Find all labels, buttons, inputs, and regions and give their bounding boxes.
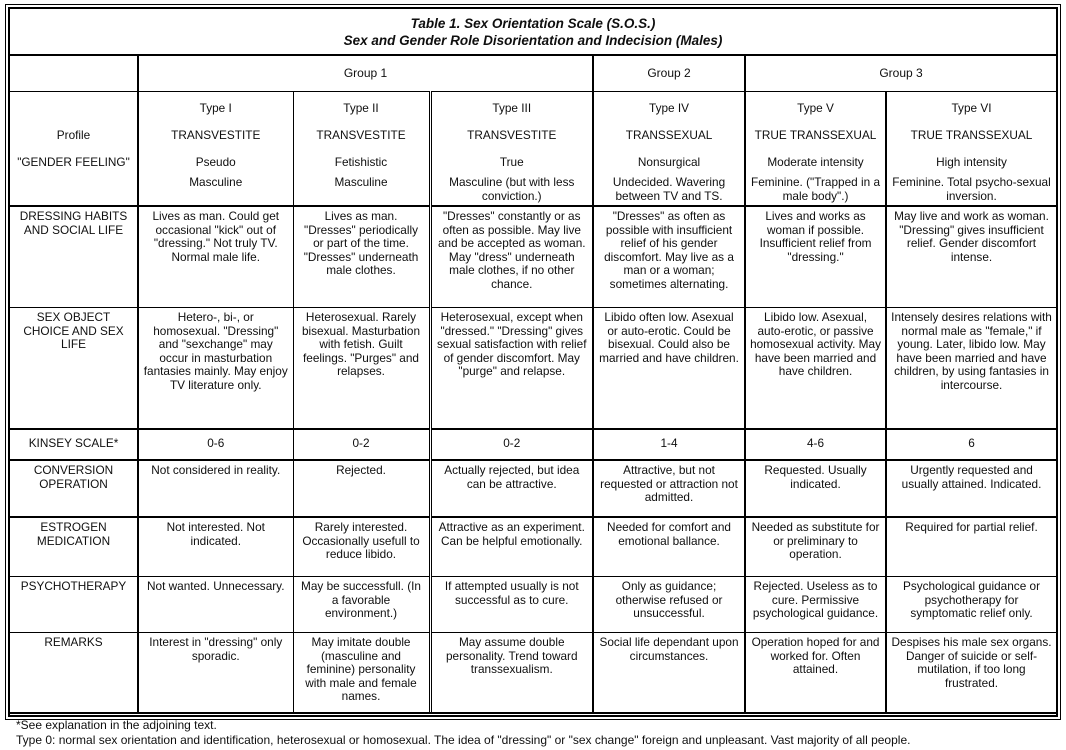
- type-header-5: [745, 92, 886, 207]
- type1-feeling: Masculine: [189, 175, 243, 189]
- type3-category: TRANSVESTITE: [467, 127, 557, 142]
- row-kinsey-scale: [10, 429, 1056, 460]
- cell-sexobject-type5: Libido low. Asexual, auto-erotic, or passive homosexual activity. May have been married and have children.: [745, 308, 886, 430]
- type-header-4: [593, 92, 745, 207]
- cell-dressing-type6: May live and work as woman. "Dressing" gives insufficient relief. Gender discomfort intense.: [886, 206, 1056, 308]
- cell-estrogen-type6: Required for partial relief.: [886, 517, 1056, 577]
- cell-conversion-type4: Attractive, but not requested or attraction not admitted.: [593, 460, 745, 517]
- cell-remarks-type1: Interest in "dressing" only sporadic.: [138, 633, 293, 713]
- cell-psych-type1: Not wanted. Unnecessary.: [138, 577, 293, 633]
- row-label-dressing: DRESSING HABITS AND SOCIAL LIFE: [10, 206, 138, 308]
- cell-conversion-type1: Not considered in reality.: [138, 460, 293, 517]
- type-header-2: [293, 92, 430, 207]
- cell-conversion-type6: Urgently requested and usually attained. Indicated.: [886, 460, 1056, 517]
- type4-category: TRANSSEXUAL: [625, 127, 713, 142]
- cell-estrogen-type4: Needed for comfort and emotional ballance.: [593, 517, 745, 577]
- table-title-line1: Table 1. Sex Orientation Scale (S.O.S.): [410, 16, 656, 31]
- row-dressing-habits: [10, 206, 1056, 308]
- type-header-1: [138, 92, 293, 207]
- outer-frame: [5, 4, 1061, 747]
- cell-dressing-type2: Lives as man. "Dresses" periodically or part of the time. "Dresses" underneath male clothes.: [293, 206, 430, 308]
- type2-feeling: Masculine: [334, 175, 388, 189]
- type3-subtype: True: [499, 154, 524, 169]
- cell-kinsey-type1: 0-6: [138, 429, 293, 460]
- type5-subtype: Moderate intensity: [767, 154, 864, 169]
- table-title-line2: Sex and Gender Role Disorientation and Indecision (Males): [343, 33, 723, 48]
- cell-sexobject-type2: Heterosexual. Rarely bisexual. Masturbation with fetish. Guilt feelings. "Purges" and relapses.: [293, 308, 430, 430]
- row-label-sex-object: SEX OBJECT CHOICE AND SEX LIFE: [10, 308, 138, 430]
- cell-psych-type5: Rejected. Useless as to cure. Permissive psychological guidance.: [745, 577, 886, 633]
- row-estrogen-medication: [10, 517, 1056, 577]
- type5-category: TRUE TRANSSEXUAL: [754, 127, 877, 142]
- cell-psych-type4: Only as guidance; otherwise refused or unsuccessful.: [593, 577, 745, 633]
- sos-table: [10, 56, 1056, 712]
- type1-category: TRANSVESTITE: [171, 127, 261, 142]
- cell-remarks-type5: Operation hoped for and worked for. Often attained.: [745, 633, 886, 713]
- row-psychotherapy: [10, 577, 1056, 633]
- cell-conversion-type5: Requested. Usually indicated.: [745, 460, 886, 517]
- type3-name: Type III: [492, 100, 532, 115]
- type6-subtype: High intensity: [936, 154, 1007, 169]
- group-header-2: Group 2: [593, 56, 745, 92]
- cell-dressing-type1: Lives as man. Could get occasional "kick" out of "dressing." Not truly TV. Normal male life.: [138, 206, 293, 308]
- row-label-remarks: REMARKS: [10, 633, 138, 713]
- cell-remarks-type2: May imitate double (masculine and feminine) personality with male and female names.: [293, 633, 430, 713]
- cell-kinsey-type4: 1-4: [593, 429, 745, 460]
- type2-category: TRANSVESTITE: [316, 127, 406, 142]
- row-label-conversion: CONVERSION OPERATION: [10, 460, 138, 517]
- cell-estrogen-type5: Needed as substitute for or preliminary to operation.: [745, 517, 886, 577]
- cell-sexobject-type1: Hetero-, bi-, or homosexual. "Dressing" and "sexchange" may occur in masturbation fantasies mainly. May enjoy TV literature only.: [138, 308, 293, 430]
- cell-estrogen-type3: Attractive as an experiment. Can be helpful emotionally.: [430, 517, 593, 577]
- profile-row-label: [10, 92, 138, 207]
- cell-psych-type6: Psychological guidance or psychotherapy for symptomatic relief only.: [886, 577, 1056, 633]
- type6-name: Type VI: [951, 100, 992, 115]
- cell-dressing-type5: Lives and works as woman if possible. Insufficient relief from "dressing.": [745, 206, 886, 308]
- type6-feeling: Feminine. Total psycho-sexual inversion.: [892, 175, 1051, 203]
- footnote-line-1: *See explanation in the adjoining text.: [16, 718, 217, 732]
- footnote-block: [10, 712, 1056, 750]
- cell-kinsey-type5: 4-6: [745, 429, 886, 460]
- table-title-block: [10, 9, 1056, 56]
- type5-name: Type V: [797, 100, 834, 115]
- row-label-estrogen: ESTROGEN MEDICATION: [10, 517, 138, 577]
- row-label-kinsey: KINSEY SCALE*: [10, 429, 138, 460]
- group-header-row: [10, 56, 1056, 92]
- type1-name: Type I: [199, 100, 232, 115]
- group-header-1: Group 1: [138, 56, 593, 92]
- cell-dressing-type4: "Dresses" as often as possible with insufficient relief of his gender discomfort. May live as a man or a woman; sometimes alternating.: [593, 206, 745, 308]
- cell-estrogen-type2: Rarely interested. Occasionally usefull to reduce libido.: [293, 517, 430, 577]
- profile-label-line1: Profile: [56, 127, 91, 142]
- row-label-psychotherapy: PSYCHOTHERAPY: [10, 577, 138, 633]
- row-remarks: [10, 633, 1056, 713]
- cell-remarks-type4: Social life dependant upon circumstances.: [593, 633, 745, 713]
- cell-kinsey-type3: 0-2: [430, 429, 593, 460]
- cell-remarks-type6: Despises his male sex organs. Danger of suicide or self-mutilation, if too long frustrated.: [891, 635, 1052, 690]
- type4-feeling: Undecided. Wavering between TV and TS.: [612, 175, 726, 203]
- type-header-row: [10, 92, 1056, 207]
- type-header-3: [430, 92, 593, 207]
- type6-category: TRUE TRANSSEXUAL: [910, 127, 1033, 142]
- group-header-spacer: [10, 56, 138, 92]
- inner-frame: [8, 7, 1058, 747]
- profile-label-spacer: [14, 95, 133, 122]
- cell-dressing-type3: "Dresses" constantly or as often as possible. May live and be accepted as woman. May "dress" underneath male clothes, if no other chance.: [430, 206, 593, 308]
- cell-sexobject-type6: Intensely desires relations with normal male as "female," if young. Later, libido low. May have been married and have children, by using fantasies in intercourse.: [886, 308, 1056, 430]
- type1-subtype: Pseudo: [195, 154, 236, 169]
- type2-name: Type II: [343, 100, 379, 115]
- cell-kinsey-type2: 0-2: [293, 429, 430, 460]
- type-header-6: [886, 92, 1056, 207]
- type4-name: Type IV: [649, 100, 690, 115]
- cell-psych-type2: May be successfull. (In a favorable environment.): [293, 577, 430, 633]
- cell-kinsey-type6: 6: [886, 429, 1056, 460]
- type4-subtype: Nonsurgical: [637, 154, 701, 169]
- cell-conversion-type3: Actually rejected, but idea can be attractive.: [430, 460, 593, 517]
- footnote-line-2: Type 0: normal sex orientation and identification, heterosexual or homosexual. The idea of "dressing" or "sex change" foreign and unpleasant. Vast majority of all people.: [16, 733, 911, 747]
- profile-label-line2: "GENDER FEELING": [17, 154, 130, 169]
- type3-feeling: Masculine (but with less conviction.): [449, 175, 575, 203]
- cell-conversion-type2: Rejected.: [293, 460, 430, 517]
- cell-sexobject-type3: Heterosexual, except when "dressed." "Dressing" gives sexual satisfaction with relief of gender discomfort. May "purge" and relapse.: [430, 308, 593, 430]
- type5-feeling: Feminine. ("Trapped in a male body".): [751, 175, 881, 203]
- cell-estrogen-type1: Not interested. Not indicated.: [138, 517, 293, 577]
- cell-psych-type3: If attempted usually is not successful as to cure.: [430, 577, 593, 633]
- row-sex-object-choice: [10, 308, 1056, 430]
- group-header-3: Group 3: [745, 56, 1056, 92]
- cell-remarks-type3: May assume double personality. Trend toward transsexualism.: [430, 633, 593, 713]
- cell-sexobject-type4: Libido often low. Asexual or auto-erotic. Could be bisexual. Could also be married and have children.: [593, 308, 745, 430]
- row-conversion-operation: [10, 460, 1056, 517]
- type2-subtype: Fetishistic: [334, 154, 388, 169]
